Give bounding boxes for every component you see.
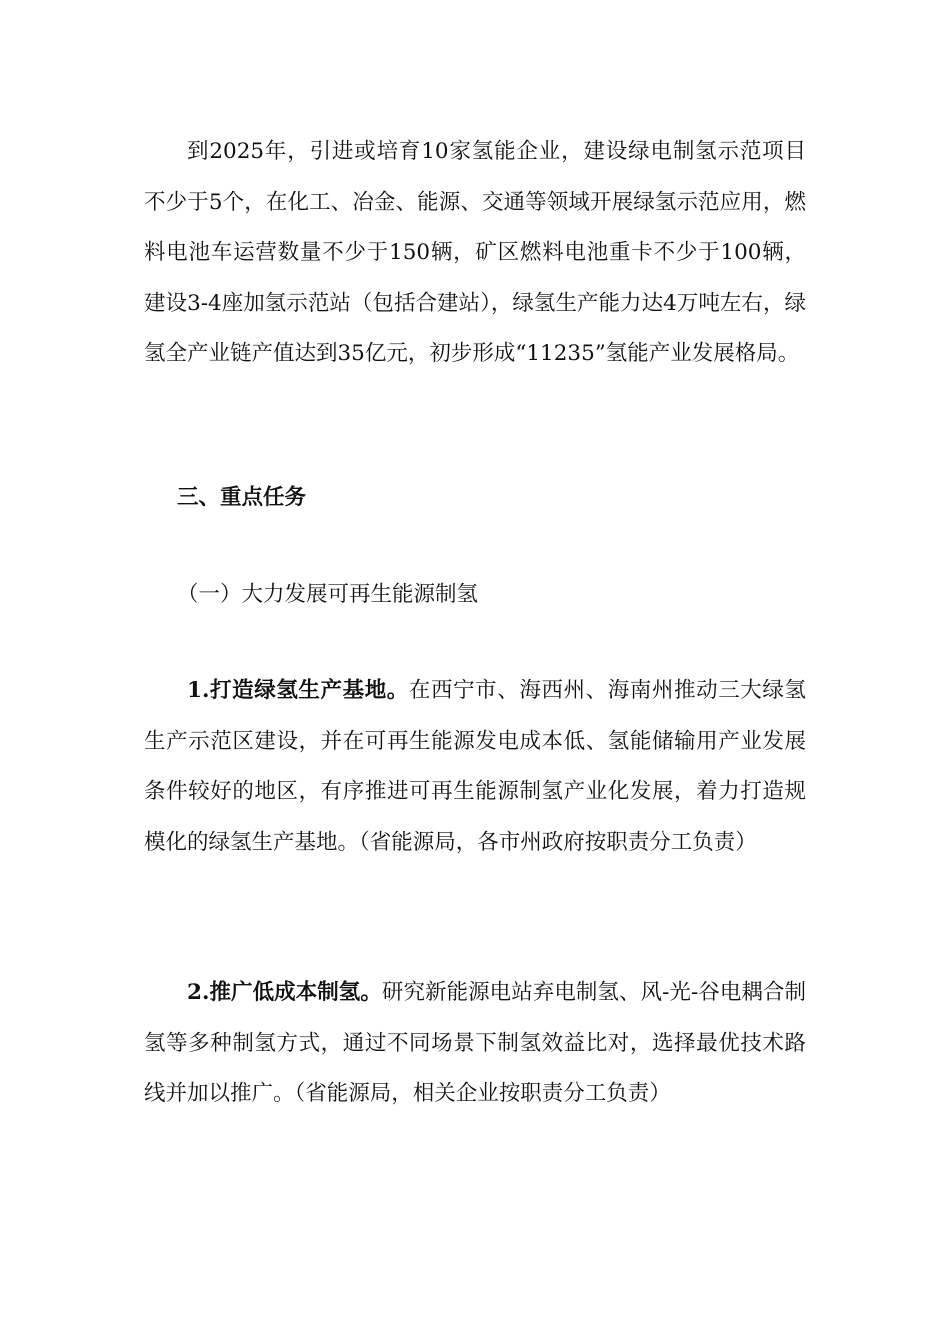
task-2-lead: 2.推广低成本制氢。 bbox=[187, 980, 382, 1005]
task-1-lead: 1.打造绿氢生产基地。 bbox=[187, 678, 409, 703]
task-paragraph-2 bbox=[144, 968, 806, 1120]
task-1-body: 在西宁市、海西州、海南州推动三大绿氢生产示范区建设，并在可再生能源发电成本低、氢能储输用产业发展条件较好的地区，有序推进可再生能源制氢产业化发展，着力打造规模化的绿氢生产基地。（省能源局，各市州政府按职责分工负责） bbox=[144, 678, 806, 855]
task-paragraph-1 bbox=[144, 666, 806, 868]
task-2-body: 研究新能源电站弃电制氢、风-光-谷电耦合制氢等多种制氢方式，通过不同场景下制氢效益比对，选择最优技术路线并加以推广。（省能源局，相关企业按职责分工负责） bbox=[144, 980, 806, 1106]
subsection-heading: （一）大力发展可再生能源制氢 bbox=[177, 582, 479, 607]
section-heading: 三、重点任务 bbox=[177, 485, 307, 510]
intro-paragraph: 到2025年，引进或培育10家氢能企业，建设绿电制氢示范项目不少于5个，在化工、冶金、能源、交通等领域开展绿氢示范应用，燃料电池车运营数量不少于150辆，矿区燃料电池重卡不少于100辆，建设3-4座加氢示范站（包括合建站），绿氢生产能力达4万吨左右，绿氢全产业链产值达到35亿元，初步形成“11235”氢能产业发展格局。 bbox=[144, 139, 806, 366]
